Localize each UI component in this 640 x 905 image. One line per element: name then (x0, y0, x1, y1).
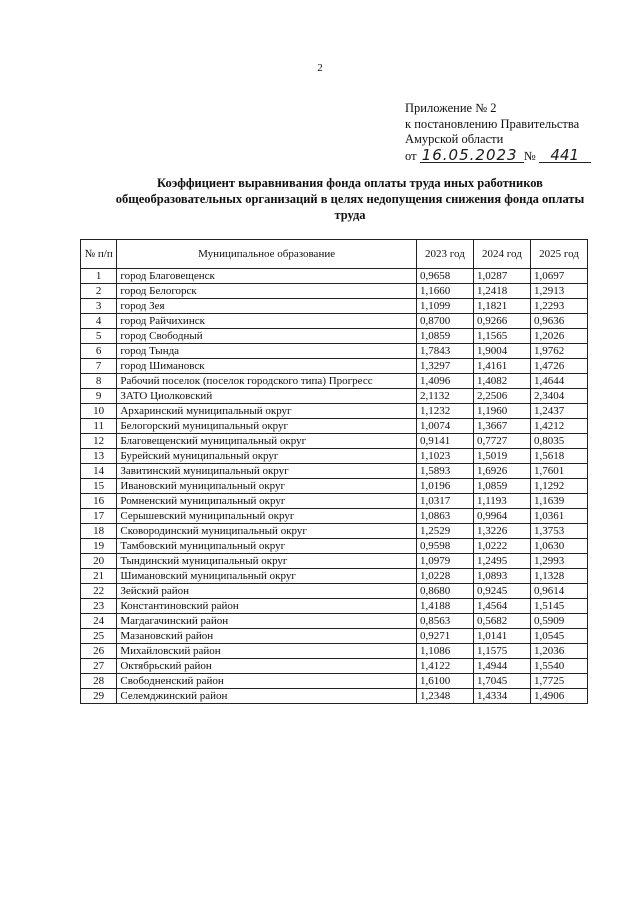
municipality-name: Тамбовский муниципальный округ (117, 539, 417, 554)
value-2023: 1,0979 (416, 554, 473, 569)
value-2025: 1,0545 (530, 629, 587, 644)
value-2024: 1,4334 (473, 689, 530, 704)
value-2024: 1,0287 (473, 269, 530, 284)
table-row (81, 329, 588, 344)
table-row (81, 464, 588, 479)
value-2023: 1,0859 (416, 329, 473, 344)
value-2023: 1,4096 (416, 374, 473, 389)
appendix-title: Приложение № 2 (405, 101, 497, 115)
value-2023: 0,8563 (416, 614, 473, 629)
value-2025: 1,1328 (530, 569, 587, 584)
table-row (81, 524, 588, 539)
value-2024: 1,1565 (473, 329, 530, 344)
row-number: 2 (81, 284, 117, 299)
value-2023: 1,0228 (416, 569, 473, 584)
row-number: 6 (81, 344, 117, 359)
municipality-name: Свободненский район (117, 674, 417, 689)
value-2024: 0,9245 (473, 584, 530, 599)
municipality-name: Ромненский муниципальный округ (117, 494, 417, 509)
value-2024: 1,5019 (473, 449, 530, 464)
value-2025: 1,0630 (530, 539, 587, 554)
value-2025: 1,4726 (530, 359, 587, 374)
value-2025: 1,5618 (530, 449, 587, 464)
row-number: 28 (81, 674, 117, 689)
header-2025: 2025 год (530, 240, 587, 269)
value-2024: 1,3226 (473, 524, 530, 539)
value-2025: 1,2026 (530, 329, 587, 344)
table-header-row (81, 240, 588, 269)
table-row (81, 539, 588, 554)
row-number: 13 (81, 449, 117, 464)
value-2023: 1,1660 (416, 284, 473, 299)
row-number: 23 (81, 599, 117, 614)
value-2023: 1,0074 (416, 419, 473, 434)
municipality-name: Рабочий поселок (поселок городского типа) Прогресс (117, 374, 417, 389)
row-number: 20 (81, 554, 117, 569)
row-number: 12 (81, 434, 117, 449)
row-number: 9 (81, 389, 117, 404)
value-2023: 1,0863 (416, 509, 473, 524)
table-row (81, 629, 588, 644)
value-2025: 0,9614 (530, 584, 587, 599)
value-2023: 1,7843 (416, 344, 473, 359)
value-2025: 1,1639 (530, 494, 587, 509)
value-2023: 0,9141 (416, 434, 473, 449)
value-2024: 0,5682 (473, 614, 530, 629)
value-2023: 2,1132 (416, 389, 473, 404)
value-2024: 1,4082 (473, 374, 530, 389)
row-number: 1 (81, 269, 117, 284)
value-2024: 1,2418 (473, 284, 530, 299)
row-number: 7 (81, 359, 117, 374)
row-number: 3 (81, 299, 117, 314)
table-row (81, 434, 588, 449)
municipality-name: Шимановский муниципальный округ (117, 569, 417, 584)
table-row (81, 419, 588, 434)
table-row (81, 614, 588, 629)
row-number: 27 (81, 659, 117, 674)
handwritten-date: 16.05.2023 (420, 148, 524, 163)
value-2024: 2,2506 (473, 389, 530, 404)
municipality-name: Магдагачинский район (117, 614, 417, 629)
table-row (81, 644, 588, 659)
table-row (81, 599, 588, 614)
value-2023: 1,0317 (416, 494, 473, 509)
coefficients-table (80, 239, 588, 704)
table-body (81, 269, 588, 704)
appendix-reference: к постановлению Правительства (405, 116, 580, 131)
header-num: № п/п (81, 240, 117, 269)
value-2025: 1,4906 (530, 689, 587, 704)
value-2023: 1,0196 (416, 479, 473, 494)
value-2025: 1,2437 (530, 404, 587, 419)
value-2024: 1,3667 (473, 419, 530, 434)
table-row (81, 359, 588, 374)
municipality-name: Ивановский муниципальный округ (117, 479, 417, 494)
document-title: Коэффициент выравнивания фонда оплаты труда иных работников общеобразовательных организаций в целях недопущения снижения фонда оплаты труда (115, 176, 585, 222)
municipality-name: Зейский район (117, 584, 417, 599)
value-2023: 0,9598 (416, 539, 473, 554)
value-2025: 1,9762 (530, 344, 587, 359)
municipality-name: Михайловский район (117, 644, 417, 659)
value-2025: 1,5540 (530, 659, 587, 674)
row-number: 21 (81, 569, 117, 584)
table-row (81, 509, 588, 524)
header-2024: 2024 год (473, 240, 530, 269)
table-row (81, 404, 588, 419)
number-prefix: № (523, 148, 536, 163)
value-2025: 1,2913 (530, 284, 587, 299)
municipality-name: город Тында (117, 344, 417, 359)
row-number: 4 (81, 314, 117, 329)
table-row (81, 584, 588, 599)
table-row (81, 314, 588, 329)
value-2025: 2,3404 (530, 389, 587, 404)
value-2025: 1,3753 (530, 524, 587, 539)
value-2024: 1,0222 (473, 539, 530, 554)
municipality-name: Белогорский муниципальный округ (117, 419, 417, 434)
value-2025: 1,0697 (530, 269, 587, 284)
value-2023: 0,8680 (416, 584, 473, 599)
row-number: 11 (81, 419, 117, 434)
value-2023: 1,1086 (416, 644, 473, 659)
value-2024: 1,7045 (473, 674, 530, 689)
table-row (81, 344, 588, 359)
value-2025: 0,9636 (530, 314, 587, 329)
municipality-name: Октябрьский район (117, 659, 417, 674)
municipality-name: ЗАТО Циолковский (117, 389, 417, 404)
municipality-name: город Свободный (117, 329, 417, 344)
handwritten-number: 441 (539, 148, 591, 163)
row-number: 10 (81, 404, 117, 419)
table-row (81, 569, 588, 584)
table-row (81, 389, 588, 404)
value-2024: 1,4944 (473, 659, 530, 674)
table-row (81, 674, 588, 689)
value-2024: 1,2495 (473, 554, 530, 569)
table-row (81, 284, 588, 299)
row-number: 24 (81, 614, 117, 629)
value-2024: 1,4564 (473, 599, 530, 614)
value-2024: 1,1821 (473, 299, 530, 314)
value-2024: 1,4161 (473, 359, 530, 374)
table-row (81, 494, 588, 509)
value-2023: 0,9271 (416, 629, 473, 644)
header-2023: 2023 год (416, 240, 473, 269)
value-2023: 0,9658 (416, 269, 473, 284)
value-2025: 1,0361 (530, 509, 587, 524)
row-number: 5 (81, 329, 117, 344)
municipality-name: город Шимановск (117, 359, 417, 374)
value-2025: 0,5909 (530, 614, 587, 629)
value-2023: 1,1099 (416, 299, 473, 314)
municipality-name: Селемджинский район (117, 689, 417, 704)
row-number: 16 (81, 494, 117, 509)
value-2023: 1,3297 (416, 359, 473, 374)
value-2025: 1,5145 (530, 599, 587, 614)
value-2023: 1,4188 (416, 599, 473, 614)
value-2025: 1,2293 (530, 299, 587, 314)
value-2025: 1,7725 (530, 674, 587, 689)
value-2024: 1,1575 (473, 644, 530, 659)
value-2025: 1,2036 (530, 644, 587, 659)
value-2024: 1,0893 (473, 569, 530, 584)
table-row (81, 689, 588, 704)
table-row (81, 269, 588, 284)
value-2023: 1,2529 (416, 524, 473, 539)
municipality-name: город Белогорск (117, 284, 417, 299)
table-row (81, 479, 588, 494)
row-number: 19 (81, 539, 117, 554)
value-2024: 0,7727 (473, 434, 530, 449)
value-2024: 1,0859 (473, 479, 530, 494)
row-number: 25 (81, 629, 117, 644)
appendix-header (405, 101, 591, 164)
table-row (81, 554, 588, 569)
row-number: 26 (81, 644, 117, 659)
value-2024: 1,9004 (473, 344, 530, 359)
municipality-name: город Зея (117, 299, 417, 314)
value-2025: 1,2993 (530, 554, 587, 569)
value-2023: 1,2348 (416, 689, 473, 704)
header-municipality: Муниципальное образование (117, 240, 417, 269)
municipality-name: Архаринский муниципальный округ (117, 404, 417, 419)
value-2024: 0,9266 (473, 314, 530, 329)
value-2024: 1,1193 (473, 494, 530, 509)
municipality-name: Тындинский муниципальный округ (117, 554, 417, 569)
table-row (81, 299, 588, 314)
date-prefix: от (405, 148, 417, 163)
value-2024: 1,6926 (473, 464, 530, 479)
value-2023: 1,4122 (416, 659, 473, 674)
municipality-name: Завитинский муниципальный округ (117, 464, 417, 479)
value-2025: 0,8035 (530, 434, 587, 449)
municipality-name: Константиновский район (117, 599, 417, 614)
municipality-name: Благовещенский муниципальный округ (117, 434, 417, 449)
row-number: 14 (81, 464, 117, 479)
municipality-name: город Благовещенск (117, 269, 417, 284)
value-2024: 1,0141 (473, 629, 530, 644)
table-row (81, 374, 588, 389)
value-2024: 0,9964 (473, 509, 530, 524)
appendix-date-line (405, 145, 591, 165)
municipality-name: город Райчихинск (117, 314, 417, 329)
value-2023: 1,1023 (416, 449, 473, 464)
row-number: 29 (81, 689, 117, 704)
value-2024: 1,1960 (473, 404, 530, 419)
value-2023: 1,5893 (416, 464, 473, 479)
row-number: 18 (81, 524, 117, 539)
value-2023: 1,6100 (416, 674, 473, 689)
value-2025: 1,1292 (530, 479, 587, 494)
value-2025: 1,7601 (530, 464, 587, 479)
table-row (81, 659, 588, 674)
row-number: 15 (81, 479, 117, 494)
municipality-name: Мазановский район (117, 629, 417, 644)
municipality-name: Серышевский муниципальный округ (117, 509, 417, 524)
value-2025: 1,4644 (530, 374, 587, 389)
row-number: 22 (81, 584, 117, 599)
table-row (81, 449, 588, 464)
value-2023: 0,8700 (416, 314, 473, 329)
municipality-name: Сковородинский муниципальный округ (117, 524, 417, 539)
row-number: 8 (81, 374, 117, 389)
row-number: 17 (81, 509, 117, 524)
municipality-name: Бурейский муниципальный округ (117, 449, 417, 464)
value-2025: 1,4212 (530, 419, 587, 434)
value-2023: 1,1232 (416, 404, 473, 419)
page-number: 2 (317, 62, 323, 74)
appendix-region: Амурской области (405, 132, 504, 146)
